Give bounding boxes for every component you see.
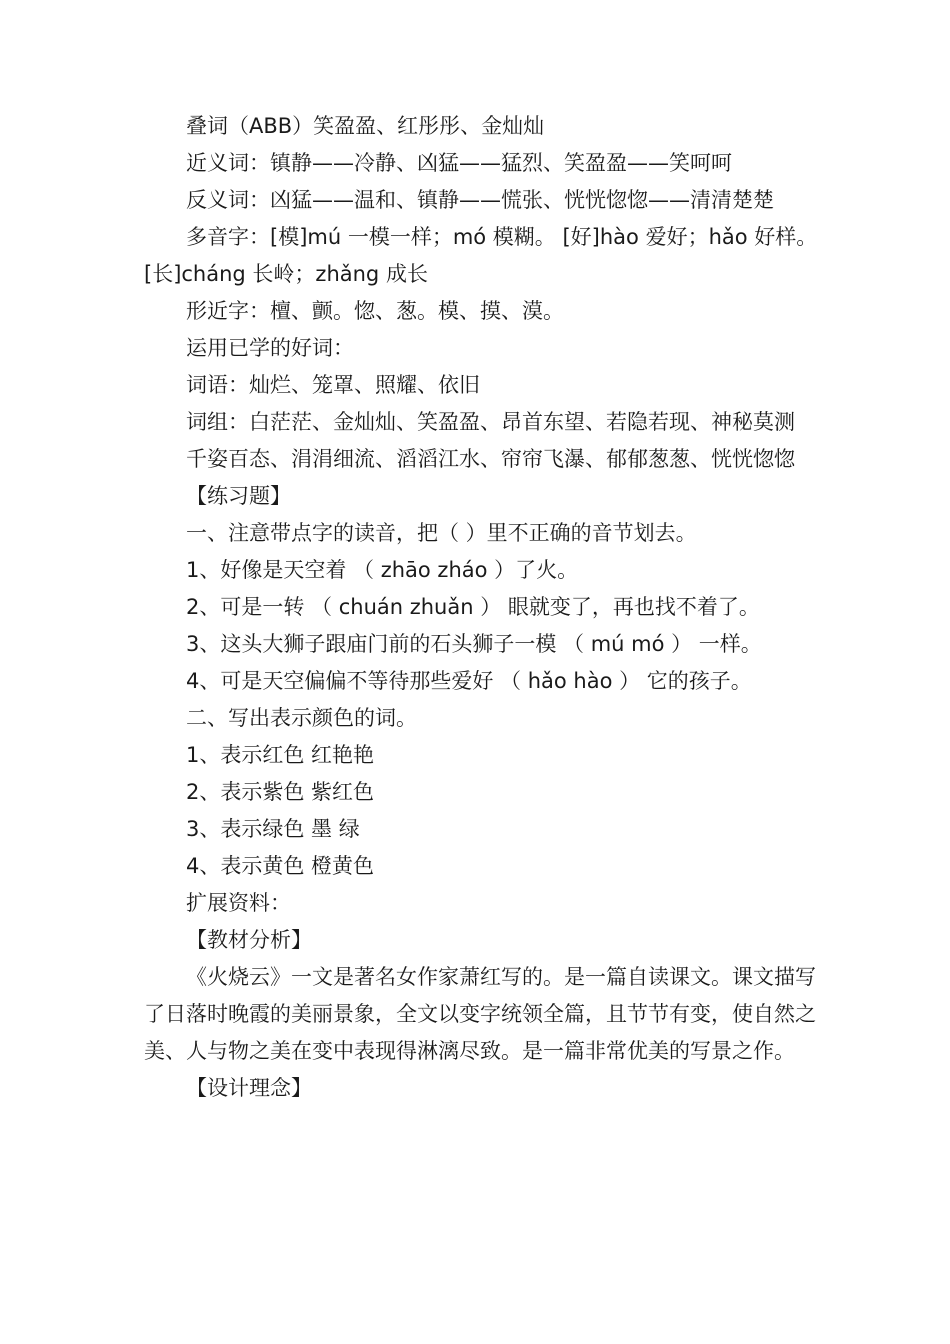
exercise-item-4: 4、可是天空偏偏不等待那些爱好 （ hǎo hào ） 它的孩子。 [186,669,752,693]
exercise-item-3: 3、这头大狮子跟庙门前的石头狮子一模 （ mú mó ） 一样。 [186,632,762,656]
color-item-green: 3、表示绿色 墨 绿 [186,817,360,841]
color-item-red: 1、表示红色 红艳艳 [186,743,375,767]
phrases-line: 词组：白茫茫、金灿灿、笑盈盈、昂首东望、若隐若现、神秘莫测 [186,410,795,434]
synonyms-line: 近义词：镇静——冷静、凶猛——猛烈、笑盈盈——笑呵呵 [186,151,732,175]
exercise-item-1: 1、好像是天空着 （ zhāo zháo ）了火。 [186,558,579,582]
abb-words-line: 叠词（ABB）笑盈盈、红彤彤、金灿灿 [186,114,545,138]
similar-chars-line: 形近字：檀、颤。惚、葱。模、摸、漠。 [186,299,564,323]
exercise-heading: 【练习题】 [186,484,291,508]
color-item-yellow: 4、表示黄色 橙黄色 [186,854,375,878]
exercise-item-2: 2、可是一转 （ chuán zhuǎn ） 眼就变了，再也找不着了。 [186,595,760,619]
color-item-purple: 2、表示紫色 紫红色 [186,780,375,804]
exercise-section-2: 二、写出表示颜色的词。 [186,706,417,730]
design-concept-heading: 【设计理念】 [186,1076,312,1100]
exercise-section-1: 一、注意带点字的读音，把（ ）里不正确的音节划去。 [186,521,697,545]
antonyms-line: 反义词：凶猛——温和、镇静——慌张、恍恍惚惚——清清楚楚 [186,188,774,212]
good-words-heading: 运用已学的好词： [186,336,354,360]
textbook-analysis-heading: 【教材分析】 [186,928,312,952]
extended-material-label: 扩展资料： [186,891,291,915]
vocabulary-line: 词语：灿烂、笼罩、照耀、依旧 [186,373,480,397]
document-page [144,108,824,1107]
phrases-line-2: 千姿百态、涓涓细流、滔滔江水、帘帘飞瀑、郁郁葱葱、恍恍惚惚 [186,447,795,471]
textbook-analysis-paragraph: 《火烧云》一文是著名女作家萧红写的。是一篇自读课文。课文描写了日落时晚霞的美丽景象，全文以变字统领全篇，且节节有变，使自然之美、人与物之美在变中表现得淋漓尽致。是一篇非常优美的写景之作。 [144,965,816,1063]
polyphonic-line: 多音字：[模]mú 一模一样；mó 模糊。 [好]hào 爱好；hǎo 好样。[长]cháng 长岭；zhǎng 成长 [144,225,818,286]
